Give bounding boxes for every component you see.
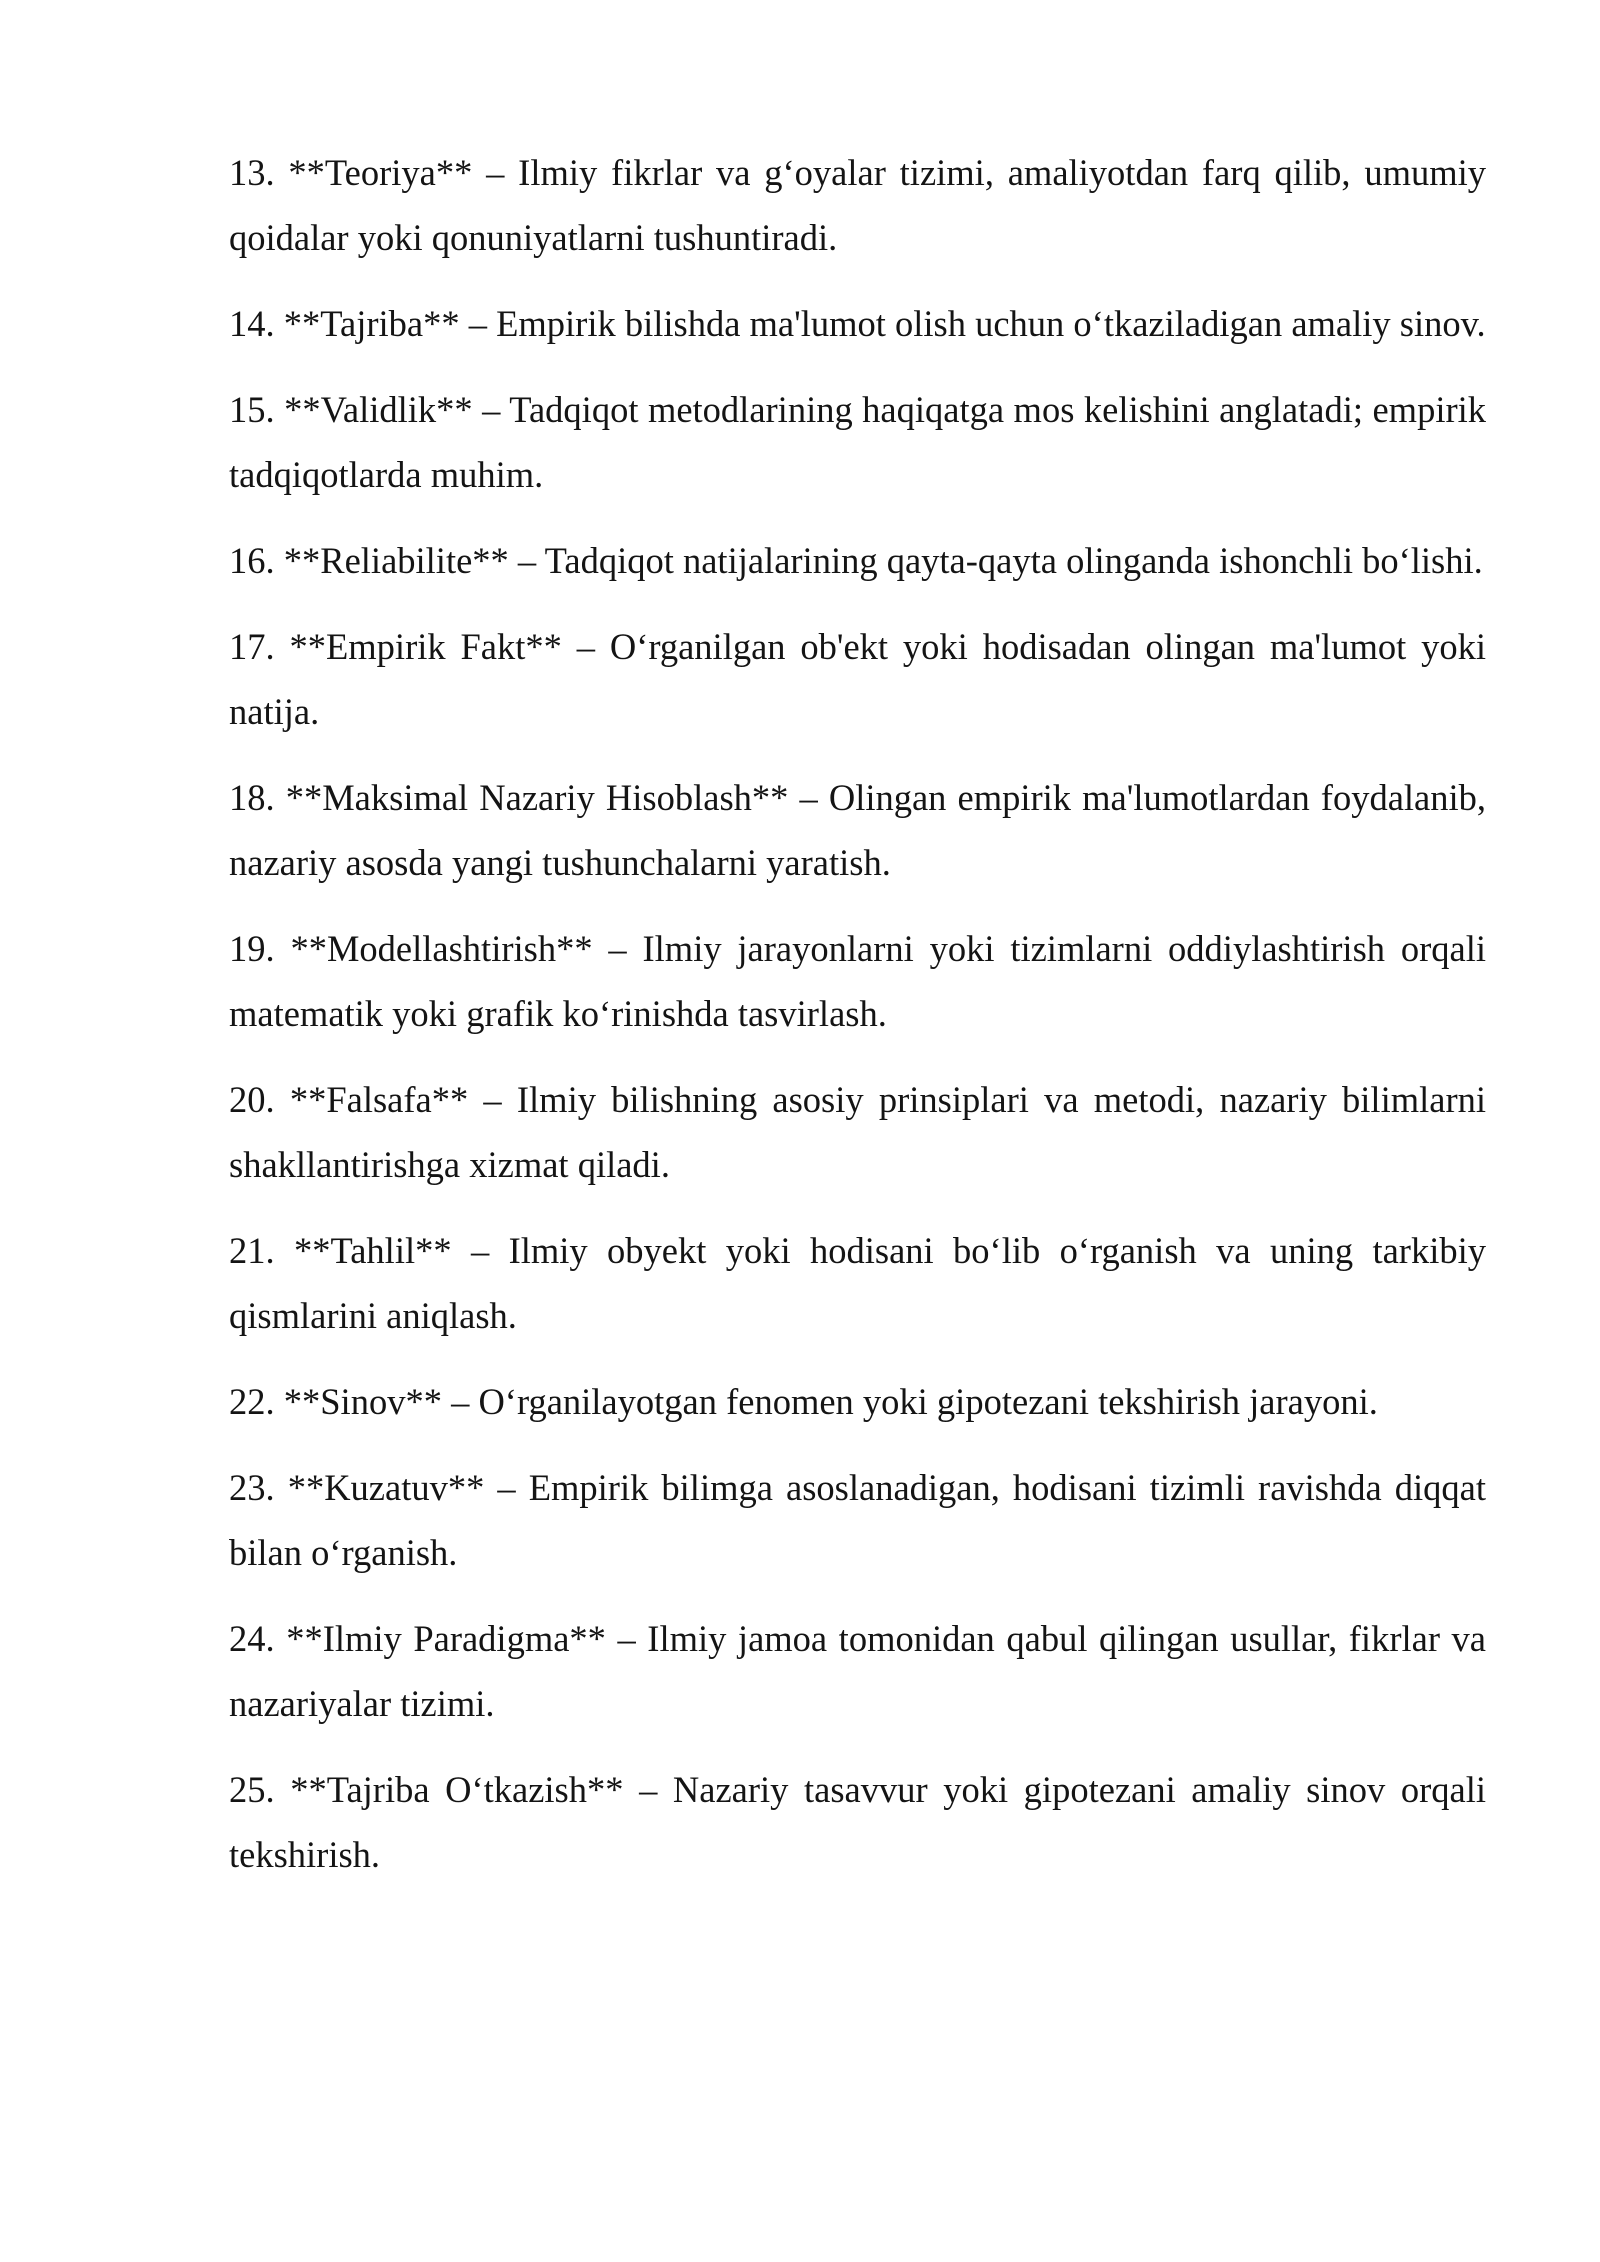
glossary-entry: 14. **Tajriba** – Empirik bilishda ma'lumot olish uchun o‘tkaziladigan amaliy sinov. bbox=[229, 303, 1486, 344]
glossary-entry: 13. **Teoriya** – Ilmiy fikrlar va g‘oyalar tizimi, amaliyotdan farq qilib, umumiy qoidalar yoki qonuniyatlarni tushuntiradi. bbox=[229, 152, 1486, 258]
glossary-entry: 20. **Falsafa** – Ilmiy bilishning asosiy prinsiplari va metodi, nazariy bilimlarni shakllantirishga xizmat qiladi. bbox=[229, 1079, 1486, 1185]
glossary-entry: 22. **Sinov** – O‘rganilayotgan fenomen yoki gipotezani tekshirish jarayoni. bbox=[229, 1381, 1378, 1422]
glossary-entry: 15. **Validlik** – Tadqiqot metodlarining haqiqatga mos kelishini anglatadi; empirik tadqiqotlarda muhim. bbox=[229, 389, 1486, 495]
glossary-entry: 19. **Modellashtirish** – Ilmiy jarayonlarni yoki tizimlarni oddiylashtirish orqali matematik yoki grafik ko‘rinishda tasvirlash. bbox=[229, 928, 1486, 1034]
glossary-entry: 23. **Kuzatuv** – Empirik bilimga asoslanadigan, hodisani tizimli ravishda diqqat bilan o‘rganish. bbox=[229, 1467, 1486, 1573]
glossary-entry: 24. **Ilmiy Paradigma** – Ilmiy jamoa tomonidan qabul qilingan usullar, fikrlar va nazariyalar tizimi. bbox=[229, 1618, 1486, 1724]
glossary-entry: 17. **Empirik Fakt** – O‘rganilgan ob'ekt yoki hodisadan olingan ma'lumot yoki natija. bbox=[229, 626, 1486, 732]
glossary-entry: 21. **Tahlil** – Ilmiy obyekt yoki hodisani bo‘lib o‘rganish va uning tarkibiy qismlarini aniqlash. bbox=[229, 1230, 1486, 1336]
glossary-entry: 25. **Tajriba O‘tkazish** – Nazariy tasavvur yoki gipotezani amaliy sinov orqali tekshirish. bbox=[229, 1769, 1486, 1875]
glossary-list bbox=[229, 140, 1486, 1908]
glossary-entry: 16. **Reliabilite** – Tadqiqot natijalarining qayta-qayta olinganda ishonchli bo‘lishi. bbox=[229, 540, 1483, 581]
glossary-entry: 18. **Maksimal Nazariy Hisoblash** – Olingan empirik ma'lumotlardan foydalanib, nazariy asosda yangi tushunchalarni yaratish. bbox=[229, 777, 1486, 883]
